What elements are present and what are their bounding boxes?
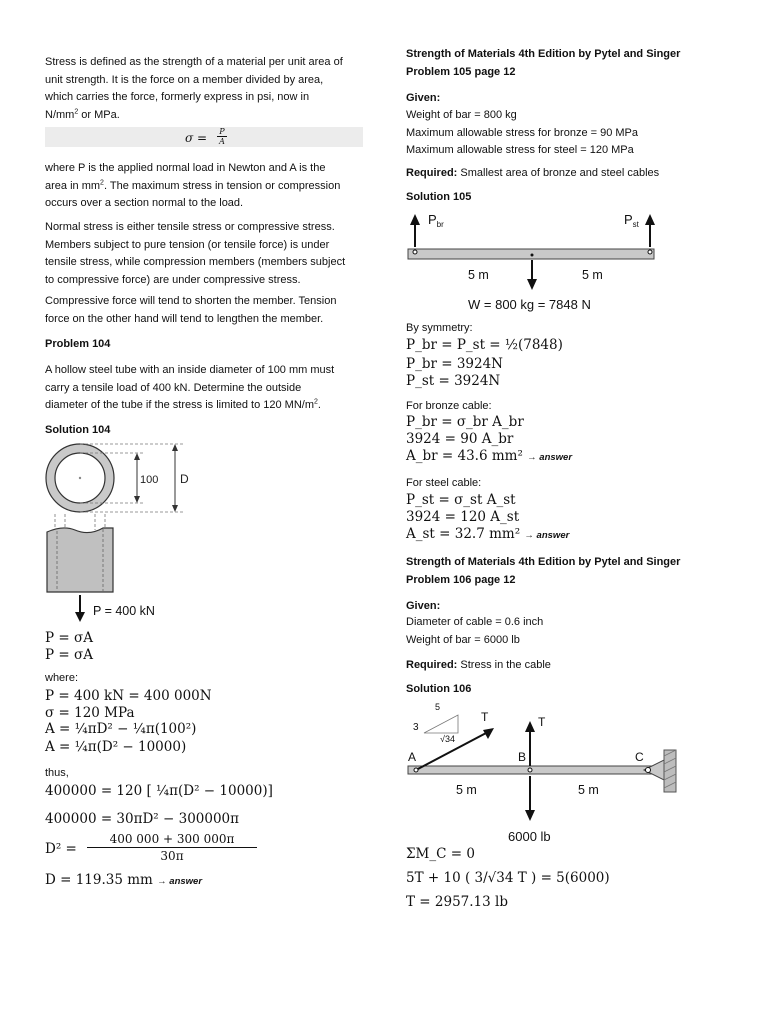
hollow-tube-figure [45,440,235,630]
eq105a-e1: P_br = P_st = ½(7848) [406,337,563,353]
outer-dim-label: D [180,472,189,486]
load-label: 6000 lb [508,829,551,844]
given-item: Maximum allowable stress for bronze = 90 MPa [406,126,639,139]
solution-104-title: Solution 104 [45,424,111,436]
given-106-list [406,614,543,649]
required-106: Required: Stress in the cable [406,659,551,671]
normal-stress-line: to compressive force) are under compressive stress. [45,273,301,286]
steel-force-arrow-head [645,214,655,225]
point-c-label: C [635,750,644,764]
intro-line: $N/mm^2$ or MPa. [45,107,120,121]
outer-dim-arrow-bottom [172,505,178,512]
slope-three-label: 3 [413,722,419,733]
for-steel-label: For steel cable: [406,477,482,489]
normal-stress-line: tensile stress, while compression members (members subject [45,256,346,268]
given-item: Maximum allowable stress for steel = 120 MPa [406,144,634,156]
given-item: Diameter of cable = 0.6 inch [406,616,544,628]
eq104-e5: A = ¼πD² − ¼π(100²) [45,721,197,737]
slope-triangle [424,715,458,733]
eq105b-e1: P_br = σ_br A_br [406,414,524,430]
eq104-e9-fraction: 400 000 + 300 000π 30π [87,831,257,864]
eq104-e6: A = ¼π(D² − 10000) [45,739,187,755]
eq104-e8: 400000 = 30πD² − 300000π [45,811,240,827]
eq106-e3: T = 2957.13 lb [406,894,508,910]
load-label: P = 400 kN [93,604,155,618]
bronze-pin [413,250,417,254]
beam-cable-figure [406,700,706,850]
pin-c [646,768,651,773]
answer-label: → answer [524,530,570,541]
stress-formula-lhs: σ = [185,131,208,145]
span-1-label: 5 m [456,783,477,797]
by-symmetry-label: By symmetry: [406,322,473,334]
problem-106-heading-line: Strength of Materials 4th Edition by Pytel and Singer [406,556,681,568]
eq105c-e3: A_st = 32.7 mm² → answer [406,526,570,542]
compressive-paragraph [45,293,336,328]
given-105-list [406,107,638,160]
problem-104-statement [45,362,334,415]
normal-stress-paragraph [45,219,345,289]
eq105c-e1: P_st = σ_st A_st [406,492,516,508]
eq105a-e2: P_br = 3924N [406,356,503,372]
pin-b [528,768,532,772]
point-a-label: A [408,750,417,764]
intro-line: unit strength. It is the force on a member divided by area, [45,73,324,86]
given-item: Weight of bar = 6000 lb [406,633,520,646]
where-p-paragraph [45,160,340,213]
where-p-line: area in $mm^2$. The maximum stress in tension or compression [45,178,341,192]
compressive-line: Compressive force will tend to shorten the member. Tension [45,295,337,307]
tube-center-dot [79,477,81,479]
eq104-e2: P = σA [45,647,93,663]
span-2-label: 5 m [578,783,599,797]
stress-formula-box [45,127,363,147]
eq106-e2: 5T + 10 ( 3/√34 T ) = 5(6000) [406,870,610,886]
tension-b-label: T [538,715,546,729]
normal-stress-line: Normal stress is either tensile stress or compressive stress. [45,221,335,233]
problem-104-title: Problem 104 [45,338,111,350]
eq104-e4: σ = 120 MPa [45,705,135,721]
bronze-force-label: $P_{br}$ [428,212,444,229]
bar-midpoint [531,254,534,257]
steel-force-label: $P_{st}$ [624,212,639,229]
eq104-e7: 400000 = 120 [ ¼π(D² − 10000)] [45,783,273,799]
stress-formula-fraction: P A [217,127,227,146]
weight-label: W = 800 kg = 7848 N [468,297,591,312]
answer-label: → answer [527,452,573,463]
eq104-thus: thus, [45,767,69,779]
problem-104-line: carry a tensile load of 400 kN. Determine the outside [45,381,302,394]
answer-label: → answer [157,876,203,887]
normal-stress-line: Members subject to pure tension (or tensile force) is under [45,238,330,251]
outer-dim-arrow-top [172,444,178,451]
eq104-where: where: [45,672,79,684]
solution-105-title: Solution 105 [406,191,472,203]
required-105: Required: Smallest area of bronze and steel cables [406,167,660,179]
slope-root34-label: √34 [440,734,455,744]
eq106-e1: ΣM_C = 0 [406,846,475,862]
eq105c-e2: 3924 = 120 A_st [406,509,520,525]
span-1-label: 5 m [468,268,489,282]
point-b-label: B [518,750,527,764]
span-2-label: 5 m [582,268,603,282]
weight-arrow-head [527,279,537,290]
inner-dim-label: 100 [140,474,159,486]
slope-five-label: 5 [435,702,441,712]
pin-a [414,768,418,772]
problem-106-heading [406,554,736,589]
tension-a-label: T [481,710,489,724]
problem-106-heading-line: Problem 106 page 12 [406,573,516,586]
bar-cables-figure [406,205,666,317]
load-arrow-head [525,810,535,821]
solution-106-title: Solution 106 [406,683,472,695]
where-p-line: occurs over a section normal to the load. [45,197,244,209]
inner-dim-arrow-top [134,453,140,460]
problem-105-heading-line: Problem 105 page 12 [406,65,516,78]
problem-104-line: diameter of the tube if the stress is limited to 120 $MN/m^2$. [45,398,321,411]
eq104-e1: P = σA [45,630,93,646]
given-105-label: Given: [406,92,441,104]
problem-105-heading-line: Strength of Materials 4th Edition by Pytel and Singer [406,48,681,60]
for-bronze-label: For bronze cable: [406,400,492,412]
eq104-e3: P = 400 kN = 400 000N [45,688,212,704]
eq105b-e3: A_br = 43.6 mm² → answer [406,448,573,464]
problem-105-heading [406,46,736,81]
given-106-label: Given: [406,600,441,612]
given-item: Weight of bar = 800 kg [406,109,517,121]
eq105a-e3: P_st = 3924N [406,373,501,389]
steel-pin [648,250,652,254]
load-arrow-head [75,612,85,622]
eq104-e9-lhs: D² = [45,841,77,857]
eq105b-e2: 3924 = 90 A_br [406,431,514,447]
inner-dim-arrow-bottom [134,496,140,503]
eq104-e10: D = 119.35 mm → answer [45,872,203,888]
intro-line: Stress is defined as the strength of a material per unit area of [45,56,343,68]
bronze-force-arrow-head [410,214,420,225]
intro-line: which carries the force, formerly express in psi, now in [45,91,310,103]
where-p-line: where P is the applied normal load in Newton and A is the [45,162,326,174]
problem-104-line: A hollow steel tube with an inside diameter of 100 mm must [45,364,335,376]
cable-b-tension-head [525,721,535,732]
intro-paragraph [45,54,343,124]
compressive-line: force on the other hand will tend to lengthen the member. [45,312,324,325]
